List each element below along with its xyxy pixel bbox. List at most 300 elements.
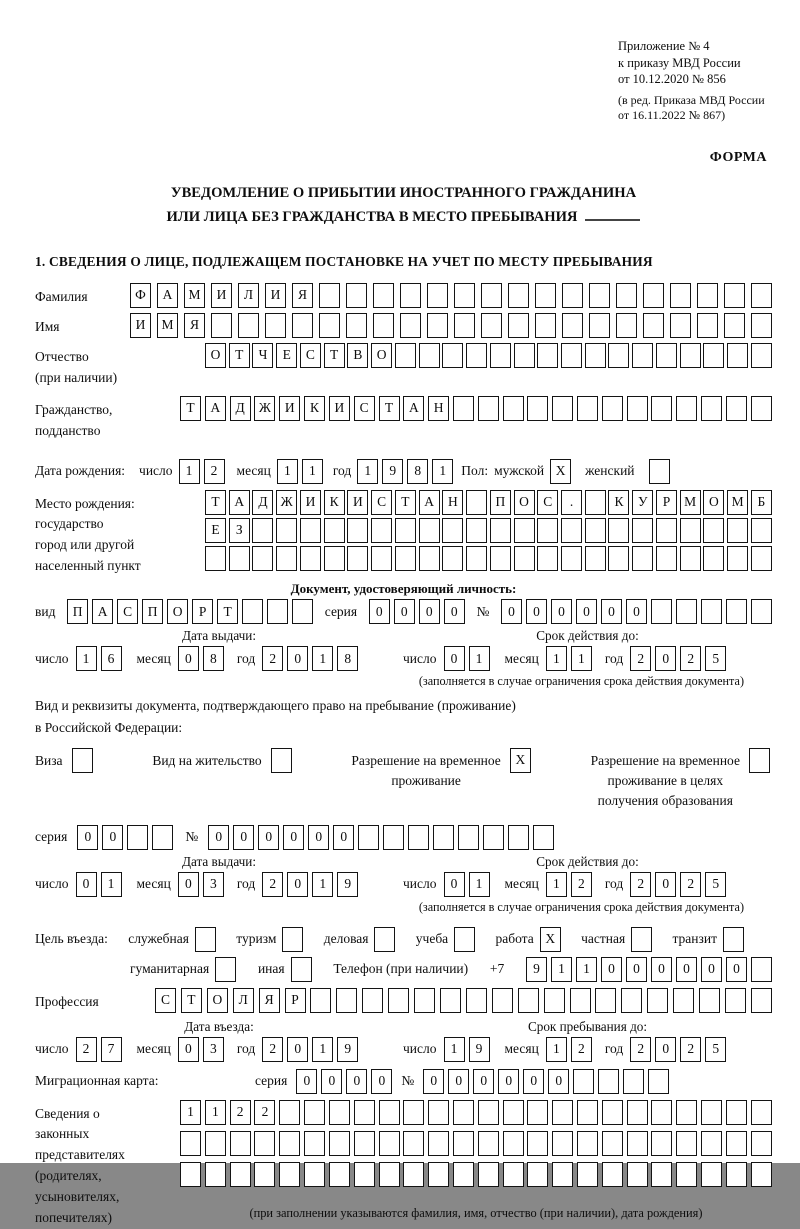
residence-number-boxes-cell-1[interactable]: 0: [208, 825, 229, 850]
migration-number-boxes-cell-6[interactable]: 0: [548, 1069, 569, 1094]
doc-kind-boxes-cell-1[interactable]: П: [67, 599, 88, 624]
birth-place-boxes-row3-cell-12[interactable]: [466, 546, 487, 571]
citizenship-boxes-cell-5[interactable]: И: [279, 396, 300, 421]
purpose-transit-checkbox[interactable]: [723, 927, 744, 952]
doc-number-boxes[interactable]: [501, 599, 772, 624]
profession-boxes-cell-20[interactable]: [647, 988, 668, 1013]
birth-place-boxes-row1-cell-9[interactable]: Т: [395, 490, 416, 515]
profession-boxes-cell-12[interactable]: [440, 988, 461, 1013]
firstname-boxes-cell-23[interactable]: [724, 313, 745, 338]
firstname-boxes-cell-17[interactable]: [562, 313, 583, 338]
representatives-boxes-row2-cell-1[interactable]: [180, 1131, 201, 1156]
phone-boxes[interactable]: [526, 957, 772, 982]
representatives-boxes-row3-cell-4[interactable]: [254, 1162, 275, 1187]
residence-number-boxes-cell-11[interactable]: [458, 825, 479, 850]
citizenship-boxes-cell-6[interactable]: К: [304, 396, 325, 421]
birth-place-boxes-row2-cell-4[interactable]: [276, 518, 297, 543]
entry-year-cell-3[interactable]: 1: [312, 1037, 333, 1062]
doc-number-boxes-cell-11[interactable]: [751, 599, 772, 624]
migration-number-boxes-cell-10[interactable]: [648, 1069, 669, 1094]
surname-boxes-cell-4[interactable]: И: [211, 283, 232, 308]
residence-number-boxes-cell-3[interactable]: 0: [258, 825, 279, 850]
firstname-boxes-cell-2[interactable]: М: [157, 313, 178, 338]
doc-issue-month-cell-2[interactable]: 8: [203, 646, 224, 671]
residence-number-boxes-cell-14[interactable]: [533, 825, 554, 850]
representatives-boxes-row3-cell-1[interactable]: [180, 1162, 201, 1187]
firstname-boxes-cell-5[interactable]: [238, 313, 259, 338]
birth-place-boxes-row2-cell-6[interactable]: [324, 518, 345, 543]
birth-place-boxes-row2-cell-19[interactable]: [632, 518, 653, 543]
representatives-boxes-row2-cell-9[interactable]: [379, 1131, 400, 1156]
migration-seriya-boxes-cell-2[interactable]: 0: [321, 1069, 342, 1094]
birth-year-boxes-cell-3[interactable]: 8: [407, 459, 428, 484]
birth-place-boxes-row3-cell-13[interactable]: [490, 546, 511, 571]
residence-valid-year-cell-4[interactable]: 5: [705, 872, 726, 897]
citizenship-boxes-cell-16[interactable]: [552, 396, 573, 421]
firstname-boxes-cell-15[interactable]: [508, 313, 529, 338]
birth-year-boxes[interactable]: [357, 459, 453, 484]
birth-place-boxes-row1-cell-4[interactable]: Ж: [276, 490, 297, 515]
representatives-boxes-row3-cell-13[interactable]: [478, 1162, 499, 1187]
representatives-boxes-row2-cell-8[interactable]: [354, 1131, 375, 1156]
representatives-boxes-row3-cell-21[interactable]: [676, 1162, 697, 1187]
profession-boxes-cell-22[interactable]: [699, 988, 720, 1013]
surname-boxes-cell-2[interactable]: А: [157, 283, 178, 308]
surname-boxes-cell-8[interactable]: [319, 283, 340, 308]
visa-checkbox[interactable]: [72, 748, 93, 773]
surname-boxes-cell-18[interactable]: [589, 283, 610, 308]
representatives-boxes-row3-cell-23[interactable]: [726, 1162, 747, 1187]
birth-day-boxes[interactable]: [179, 459, 225, 484]
doc-issue-year-cell-3[interactable]: 1: [312, 646, 333, 671]
patronymic-boxes-cell-12[interactable]: [466, 343, 487, 368]
residence-permit-checkbox[interactable]: [271, 748, 292, 773]
birth-place-boxes-row3-cell-11[interactable]: [442, 546, 463, 571]
doc-valid-day[interactable]: [444, 646, 490, 671]
citizenship-boxes-cell-23[interactable]: [726, 396, 747, 421]
birth-place-boxes-row3-cell-4[interactable]: [276, 546, 297, 571]
birth-place-boxes-row1-cell-18[interactable]: К: [608, 490, 629, 515]
patronymic-boxes-cell-19[interactable]: [632, 343, 653, 368]
birth-place-boxes-row1-cell-2[interactable]: А: [229, 490, 250, 515]
doc-valid-year-cell-3[interactable]: 2: [680, 646, 701, 671]
representatives-boxes-row1-cell-23[interactable]: [726, 1100, 747, 1125]
stay-year-cell-4[interactable]: 5: [705, 1037, 726, 1062]
citizenship-boxes-cell-9[interactable]: Т: [379, 396, 400, 421]
representatives-boxes-row3-cell-5[interactable]: [279, 1162, 300, 1187]
profession-boxes-cell-13[interactable]: [466, 988, 487, 1013]
profession-boxes-cell-16[interactable]: [544, 988, 565, 1013]
entry-day-cell-2[interactable]: 7: [101, 1037, 122, 1062]
birth-place-boxes-row3-cell-19[interactable]: [632, 546, 653, 571]
profession-boxes-cell-8[interactable]: [336, 988, 357, 1013]
birth-place-boxes-row3-cell-5[interactable]: [300, 546, 321, 571]
representatives-boxes-row3-cell-6[interactable]: [304, 1162, 325, 1187]
entry-month-cell-2[interactable]: 3: [203, 1037, 224, 1062]
representatives-boxes-row1-cell-13[interactable]: [478, 1100, 499, 1125]
migration-seriya-boxes-cell-4[interactable]: 0: [371, 1069, 392, 1094]
surname-boxes-cell-17[interactable]: [562, 283, 583, 308]
representatives-boxes-row2-cell-19[interactable]: [627, 1131, 648, 1156]
doc-issue-month[interactable]: [178, 646, 224, 671]
residence-issue-month-cell-2[interactable]: 3: [203, 872, 224, 897]
surname-boxes-cell-9[interactable]: [346, 283, 367, 308]
patronymic-boxes-cell-4[interactable]: Е: [276, 343, 297, 368]
representatives-boxes-row3-cell-11[interactable]: [428, 1162, 449, 1187]
representatives-boxes-row3-cell-9[interactable]: [379, 1162, 400, 1187]
purpose-official-checkbox-cell-1[interactable]: [195, 927, 216, 952]
representatives-boxes-row1-cell-10[interactable]: [403, 1100, 424, 1125]
doc-seriya-boxes-cell-2[interactable]: 0: [394, 599, 415, 624]
representatives-boxes-row2-cell-4[interactable]: [254, 1131, 275, 1156]
firstname-boxes-cell-16[interactable]: [535, 313, 556, 338]
doc-kind-boxes-cell-9[interactable]: [267, 599, 288, 624]
residence-seriya-boxes[interactable]: [77, 825, 173, 850]
representatives-boxes-row3-cell-12[interactable]: [453, 1162, 474, 1187]
firstname-boxes-cell-13[interactable]: [454, 313, 475, 338]
birth-year-boxes-cell-2[interactable]: 9: [382, 459, 403, 484]
birth-place-boxes-row1-cell-15[interactable]: С: [537, 490, 558, 515]
representatives-boxes-row1-cell-15[interactable]: [527, 1100, 548, 1125]
residence-valid-month[interactable]: [546, 872, 592, 897]
representatives-boxes-row1-cell-2[interactable]: 1: [205, 1100, 226, 1125]
purpose-business-checkbox-cell-1[interactable]: [374, 927, 395, 952]
surname-boxes[interactable]: [130, 283, 772, 308]
doc-issue-year[interactable]: [262, 646, 358, 671]
firstname-boxes-cell-22[interactable]: [697, 313, 718, 338]
female-checkbox-cell-1[interactable]: [649, 459, 670, 484]
doc-valid-year[interactable]: [630, 646, 726, 671]
phone-boxes-cell-4[interactable]: 0: [601, 957, 622, 982]
entry-day-cell-1[interactable]: 2: [76, 1037, 97, 1062]
purpose-private-checkbox[interactable]: [631, 927, 652, 952]
representatives-boxes-row1-cell-7[interactable]: [329, 1100, 350, 1125]
representatives-boxes-row3-cell-7[interactable]: [329, 1162, 350, 1187]
phone-boxes-cell-6[interactable]: 0: [651, 957, 672, 982]
representatives-boxes-row2-cell-2[interactable]: [205, 1131, 226, 1156]
patronymic-boxes-cell-3[interactable]: Ч: [252, 343, 273, 368]
representatives-boxes-row1-cell-18[interactable]: [602, 1100, 623, 1125]
birth-place-boxes-row3-cell-3[interactable]: [252, 546, 273, 571]
representatives-boxes-row3-cell-10[interactable]: [403, 1162, 424, 1187]
migration-seriya-boxes-cell-3[interactable]: 0: [346, 1069, 367, 1094]
birth-place-boxes-row2-cell-8[interactable]: [371, 518, 392, 543]
representatives-boxes-row2[interactable]: [180, 1131, 772, 1156]
stay-month-cell-2[interactable]: 2: [571, 1037, 592, 1062]
purpose-official-checkbox[interactable]: [195, 927, 216, 952]
representatives-boxes-row2-cell-22[interactable]: [701, 1131, 722, 1156]
birth-place-boxes-row2-cell-7[interactable]: [347, 518, 368, 543]
purpose-study-checkbox[interactable]: [454, 927, 475, 952]
representatives-boxes-row3-cell-18[interactable]: [602, 1162, 623, 1187]
residence-issue-year-cell-1[interactable]: 2: [262, 872, 283, 897]
patronymic-boxes-cell-24[interactable]: [751, 343, 772, 368]
birth-place-boxes-row3-cell-20[interactable]: [656, 546, 677, 571]
temp-permit-checkbox[interactable]: [510, 748, 531, 773]
profession-boxes-cell-1[interactable]: С: [155, 988, 176, 1013]
representatives-boxes-row1-cell-19[interactable]: [627, 1100, 648, 1125]
birth-place-boxes-row1-cell-7[interactable]: И: [347, 490, 368, 515]
entry-month-cell-1[interactable]: 0: [178, 1037, 199, 1062]
patronymic-boxes-cell-15[interactable]: [537, 343, 558, 368]
residence-valid-year-cell-1[interactable]: 2: [630, 872, 651, 897]
representatives-boxes-row1-cell-20[interactable]: [651, 1100, 672, 1125]
entry-year-cell-2[interactable]: 0: [287, 1037, 308, 1062]
stay-month-cell-1[interactable]: 1: [546, 1037, 567, 1062]
residence-issue-day-cell-2[interactable]: 1: [101, 872, 122, 897]
migration-seriya-boxes-cell-1[interactable]: 0: [296, 1069, 317, 1094]
surname-boxes-cell-5[interactable]: Л: [238, 283, 259, 308]
birth-place-boxes-row2[interactable]: [205, 518, 772, 543]
birth-year-boxes-cell-4[interactable]: 1: [432, 459, 453, 484]
doc-seriya-boxes-cell-4[interactable]: 0: [444, 599, 465, 624]
birth-place-boxes-row2-cell-24[interactable]: [751, 518, 772, 543]
stay-year-cell-3[interactable]: 2: [680, 1037, 701, 1062]
profession-boxes-cell-18[interactable]: [595, 988, 616, 1013]
surname-boxes-cell-24[interactable]: [751, 283, 772, 308]
patronymic-boxes-cell-21[interactable]: [680, 343, 701, 368]
birth-place-boxes-row2-cell-15[interactable]: [537, 518, 558, 543]
surname-boxes-cell-19[interactable]: [616, 283, 637, 308]
representatives-boxes-row2-cell-16[interactable]: [552, 1131, 573, 1156]
doc-kind-boxes-cell-7[interactable]: Т: [217, 599, 238, 624]
doc-seriya-boxes[interactable]: [369, 599, 465, 624]
birth-place-boxes-row2-cell-22[interactable]: [703, 518, 724, 543]
profession-boxes-cell-15[interactable]: [518, 988, 539, 1013]
firstname-boxes-cell-1[interactable]: И: [130, 313, 151, 338]
firstname-boxes-cell-4[interactable]: [211, 313, 232, 338]
birth-place-boxes-row1-cell-13[interactable]: П: [490, 490, 511, 515]
phone-boxes-cell-3[interactable]: 1: [576, 957, 597, 982]
doc-number-boxes-cell-3[interactable]: 0: [551, 599, 572, 624]
representatives-boxes-row3[interactable]: [180, 1162, 772, 1187]
stay-year-cell-2[interactable]: 0: [655, 1037, 676, 1062]
residence-number-boxes-cell-2[interactable]: 0: [233, 825, 254, 850]
citizenship-boxes-cell-15[interactable]: [527, 396, 548, 421]
doc-issue-month-cell-1[interactable]: 0: [178, 646, 199, 671]
residence-issue-day-cell-1[interactable]: 0: [76, 872, 97, 897]
surname-boxes-cell-1[interactable]: Ф: [130, 283, 151, 308]
birth-place-boxes-row3-cell-8[interactable]: [371, 546, 392, 571]
representatives-boxes-row3-cell-22[interactable]: [701, 1162, 722, 1187]
residence-number-boxes-cell-12[interactable]: [483, 825, 504, 850]
residence-number-boxes-cell-9[interactable]: [408, 825, 429, 850]
birth-place-boxes-row1-cell-11[interactable]: Н: [442, 490, 463, 515]
purpose-other-checkbox[interactable]: [291, 957, 312, 982]
citizenship-boxes-cell-12[interactable]: [453, 396, 474, 421]
representatives-boxes-row2-cell-24[interactable]: [751, 1131, 772, 1156]
representatives-boxes-row3-cell-2[interactable]: [205, 1162, 226, 1187]
firstname-boxes-cell-7[interactable]: [292, 313, 313, 338]
doc-number-boxes-cell-10[interactable]: [726, 599, 747, 624]
migration-number-boxes-cell-8[interactable]: [598, 1069, 619, 1094]
birth-place-boxes-row1-cell-1[interactable]: Т: [205, 490, 226, 515]
residence-valid-day-cell-2[interactable]: 1: [469, 872, 490, 897]
birth-place-boxes-row3-cell-18[interactable]: [608, 546, 629, 571]
birth-place-boxes-row1-cell-22[interactable]: О: [703, 490, 724, 515]
surname-boxes-cell-3[interactable]: М: [184, 283, 205, 308]
representatives-boxes-row2-cell-20[interactable]: [651, 1131, 672, 1156]
representatives-boxes-row1[interactable]: [180, 1100, 772, 1125]
birth-place-boxes-row1-cell-10[interactable]: А: [419, 490, 440, 515]
citizenship-boxes-cell-14[interactable]: [503, 396, 524, 421]
firstname-boxes-cell-24[interactable]: [751, 313, 772, 338]
doc-valid-year-cell-2[interactable]: 0: [655, 646, 676, 671]
migration-seriya-boxes[interactable]: [296, 1069, 392, 1094]
profession-boxes-cell-24[interactable]: [751, 988, 772, 1013]
surname-boxes-cell-22[interactable]: [697, 283, 718, 308]
birth-place-boxes-row3-cell-2[interactable]: [229, 546, 250, 571]
representatives-boxes-row1-cell-9[interactable]: [379, 1100, 400, 1125]
migration-number-boxes-cell-7[interactable]: [573, 1069, 594, 1094]
purpose-humanitarian-checkbox-cell-1[interactable]: [215, 957, 236, 982]
firstname-boxes-cell-21[interactable]: [670, 313, 691, 338]
birth-place-boxes-row3-cell-9[interactable]: [395, 546, 416, 571]
representatives-boxes-row2-cell-17[interactable]: [577, 1131, 598, 1156]
patronymic-boxes-cell-16[interactable]: [561, 343, 582, 368]
surname-boxes-cell-6[interactable]: И: [265, 283, 286, 308]
residence-number-boxes-cell-13[interactable]: [508, 825, 529, 850]
firstname-boxes-cell-11[interactable]: [400, 313, 421, 338]
profession-boxes-cell-4[interactable]: Л: [233, 988, 254, 1013]
doc-number-boxes-cell-4[interactable]: 0: [576, 599, 597, 624]
doc-seriya-boxes-cell-3[interactable]: 0: [419, 599, 440, 624]
doc-number-boxes-cell-7[interactable]: [651, 599, 672, 624]
male-checkbox-cell-1[interactable]: X: [550, 459, 571, 484]
profession-boxes-cell-14[interactable]: [492, 988, 513, 1013]
purpose-transit-checkbox-cell-1[interactable]: [723, 927, 744, 952]
residence-issue-month[interactable]: [178, 872, 224, 897]
patronymic-boxes-cell-2[interactable]: Т: [229, 343, 250, 368]
doc-issue-day[interactable]: [76, 646, 122, 671]
birth-place-boxes-row2-cell-16[interactable]: [561, 518, 582, 543]
birth-day-boxes-cell-1[interactable]: 1: [179, 459, 200, 484]
doc-kind-boxes-cell-3[interactable]: С: [117, 599, 138, 624]
citizenship-boxes-cell-8[interactable]: С: [354, 396, 375, 421]
representatives-boxes-row2-cell-7[interactable]: [329, 1131, 350, 1156]
representatives-boxes-row2-cell-5[interactable]: [279, 1131, 300, 1156]
birth-day-boxes-cell-2[interactable]: 2: [204, 459, 225, 484]
doc-kind-boxes-cell-4[interactable]: П: [142, 599, 163, 624]
birth-place-boxes-row2-cell-10[interactable]: [419, 518, 440, 543]
citizenship-boxes-cell-11[interactable]: Н: [428, 396, 449, 421]
citizenship-boxes-cell-24[interactable]: [751, 396, 772, 421]
doc-kind-boxes-cell-6[interactable]: Р: [192, 599, 213, 624]
purpose-tourism-checkbox-cell-1[interactable]: [282, 927, 303, 952]
entry-year-cell-4[interactable]: 9: [337, 1037, 358, 1062]
representatives-boxes-row3-cell-14[interactable]: [503, 1162, 524, 1187]
purpose-tourism-checkbox[interactable]: [282, 927, 303, 952]
residence-valid-month-cell-2[interactable]: 2: [571, 872, 592, 897]
representatives-boxes-row2-cell-11[interactable]: [428, 1131, 449, 1156]
representatives-boxes-row2-cell-12[interactable]: [453, 1131, 474, 1156]
stay-day[interactable]: [444, 1037, 490, 1062]
doc-number-boxes-cell-1[interactable]: 0: [501, 599, 522, 624]
patronymic-boxes-cell-11[interactable]: [442, 343, 463, 368]
visa-checkbox-cell-1[interactable]: [72, 748, 93, 773]
representatives-boxes-row3-cell-17[interactable]: [577, 1162, 598, 1187]
residence-seriya-boxes-cell-2[interactable]: 0: [102, 825, 123, 850]
birth-place-boxes-row1-cell-8[interactable]: С: [371, 490, 392, 515]
residence-valid-month-cell-1[interactable]: 1: [546, 872, 567, 897]
birth-place-boxes-row1-cell-19[interactable]: У: [632, 490, 653, 515]
representatives-boxes-row1-cell-11[interactable]: [428, 1100, 449, 1125]
citizenship-boxes-cell-13[interactable]: [478, 396, 499, 421]
birth-place-boxes-row2-cell-11[interactable]: [442, 518, 463, 543]
residence-valid-day[interactable]: [444, 872, 490, 897]
citizenship-boxes-cell-4[interactable]: Ж: [254, 396, 275, 421]
phone-boxes-cell-8[interactable]: 0: [701, 957, 722, 982]
surname-boxes-cell-10[interactable]: [373, 283, 394, 308]
patronymic-boxes-cell-1[interactable]: О: [205, 343, 226, 368]
representatives-boxes-row1-cell-4[interactable]: 2: [254, 1100, 275, 1125]
residence-valid-year[interactable]: [630, 872, 726, 897]
surname-boxes-cell-20[interactable]: [643, 283, 664, 308]
doc-kind-boxes-cell-8[interactable]: [242, 599, 263, 624]
residence-valid-year-cell-3[interactable]: 2: [680, 872, 701, 897]
citizenship-boxes-cell-1[interactable]: Т: [180, 396, 201, 421]
profession-boxes-cell-5[interactable]: Я: [259, 988, 280, 1013]
entry-day[interactable]: [76, 1037, 122, 1062]
birth-place-boxes-row1-cell-17[interactable]: [585, 490, 606, 515]
firstname-boxes-cell-12[interactable]: [427, 313, 448, 338]
profession-boxes[interactable]: [155, 988, 772, 1013]
birth-place-boxes-row1[interactable]: [205, 490, 772, 515]
birth-place-boxes-row3-cell-24[interactable]: [751, 546, 772, 571]
residence-number-boxes-cell-4[interactable]: 0: [283, 825, 304, 850]
profession-boxes-cell-3[interactable]: О: [207, 988, 228, 1013]
firstname-boxes-cell-18[interactable]: [589, 313, 610, 338]
representatives-boxes-row3-cell-20[interactable]: [651, 1162, 672, 1187]
migration-number-boxes[interactable]: [423, 1069, 669, 1094]
patronymic-boxes-cell-17[interactable]: [585, 343, 606, 368]
birth-place-boxes-row3-cell-16[interactable]: [561, 546, 582, 571]
birth-place-boxes-row2-cell-3[interactable]: [252, 518, 273, 543]
phone-boxes-cell-1[interactable]: 9: [526, 957, 547, 982]
purpose-study-checkbox-cell-1[interactable]: [454, 927, 475, 952]
birth-place-boxes-row2-cell-21[interactable]: [680, 518, 701, 543]
residence-seriya-boxes-cell-3[interactable]: [127, 825, 148, 850]
firstname-boxes-cell-10[interactable]: [373, 313, 394, 338]
migration-number-boxes-cell-3[interactable]: 0: [473, 1069, 494, 1094]
patronymic-boxes-cell-7[interactable]: В: [347, 343, 368, 368]
representatives-boxes-row3-cell-3[interactable]: [230, 1162, 251, 1187]
firstname-boxes-cell-9[interactable]: [346, 313, 367, 338]
representatives-boxes-row3-cell-8[interactable]: [354, 1162, 375, 1187]
birth-place-boxes-row1-cell-23[interactable]: М: [727, 490, 748, 515]
temp-permit-checkbox-cell-1[interactable]: X: [510, 748, 531, 773]
patronymic-boxes-cell-23[interactable]: [727, 343, 748, 368]
patronymic-boxes-cell-22[interactable]: [703, 343, 724, 368]
doc-valid-day-cell-2[interactable]: 1: [469, 646, 490, 671]
residence-seriya-boxes-cell-1[interactable]: 0: [77, 825, 98, 850]
representatives-boxes-row2-cell-13[interactable]: [478, 1131, 499, 1156]
birth-place-boxes-row1-cell-12[interactable]: [466, 490, 487, 515]
birth-place-boxes-row2-cell-5[interactable]: [300, 518, 321, 543]
citizenship-boxes-cell-3[interactable]: Д: [230, 396, 251, 421]
entry-year-cell-1[interactable]: 2: [262, 1037, 283, 1062]
representatives-boxes-row1-cell-3[interactable]: 2: [230, 1100, 251, 1125]
male-checkbox[interactable]: [550, 459, 571, 484]
birth-month-boxes-cell-2[interactable]: 1: [302, 459, 323, 484]
patronymic-boxes-cell-5[interactable]: С: [300, 343, 321, 368]
edu-permit-checkbox-cell-1[interactable]: [749, 748, 770, 773]
surname-boxes-cell-11[interactable]: [400, 283, 421, 308]
citizenship-boxes-cell-17[interactable]: [577, 396, 598, 421]
surname-boxes-cell-14[interactable]: [481, 283, 502, 308]
profession-boxes-cell-7[interactable]: [310, 988, 331, 1013]
birth-place-boxes-row3-cell-7[interactable]: [347, 546, 368, 571]
